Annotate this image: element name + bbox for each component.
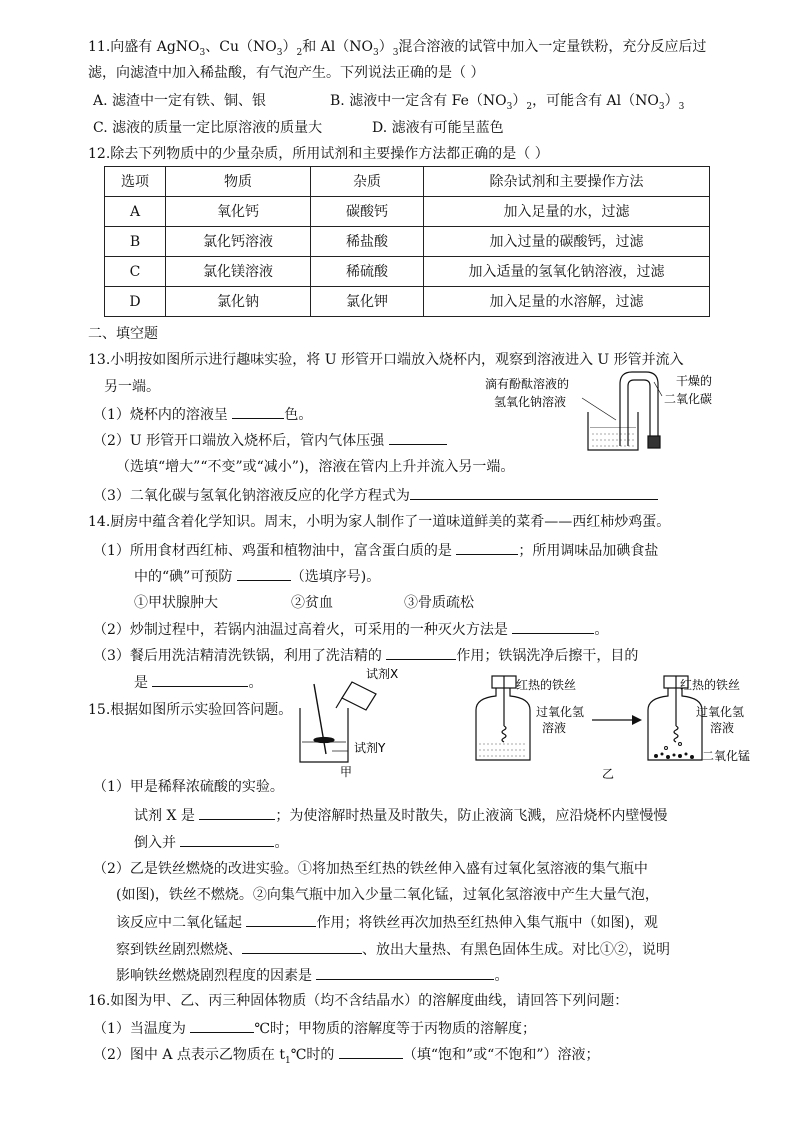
figure-label: 二氧化锰 [702, 749, 750, 763]
table-header-row [105, 167, 710, 197]
answer-blank[interactable] [389, 430, 447, 445]
q13-line2: 另一端。 [104, 379, 160, 395]
q16-part1: （1）当温度为 ℃时；甲物质的溶解度等于丙物质的溶解度； [93, 1018, 536, 1039]
q12-table [104, 166, 710, 317]
q13-part2: （2）U 形管开口端放入烧杯后，管内气体压强 [93, 430, 447, 451]
q15-stem: 15.根据如图所示实验回答问题。 [88, 702, 293, 718]
q15-part1-line2: 试剂 X 是 ；为使溶解时热量及时散失，防止液滴飞溅，应沿烧杯内壁慢慢 [134, 805, 667, 826]
table-cell: 加入足量的水，过滤 [424, 197, 710, 227]
q14-line1: 14.厨房中蕴含着化学知识。周末，小明为家人制作了一道味道鲜美的菜肴——西红柿炒鸡蛋。 [88, 514, 671, 530]
answer-blank[interactable] [232, 404, 284, 419]
figure-label: 红热的铁丝 [516, 678, 577, 692]
table-header: 杂质 [311, 167, 424, 197]
table-cell: 加入足量的水溶解，过滤 [424, 287, 710, 317]
q14-part1: （1）所用食材西红柿、鸡蛋和植物油中，富含蛋白质的是 ；所用调味品加碘食盐 [93, 540, 658, 561]
section-heading: 二、填空题 [88, 326, 158, 342]
table-cell: 碳酸钙 [311, 197, 424, 227]
table-cell: 氧化钙 [166, 197, 311, 227]
q13-part2-cont: （选填“增大”“不变”或“减小”)，溶液在管内上升并流入另一端。 [116, 459, 515, 475]
q15-part2-line3: 该反应中二氧化锰起 作用；将铁丝再次加热至红热伸入集气瓶中（如图)，观 [116, 912, 658, 933]
q14-option-2: ②贫血 [291, 595, 333, 611]
answer-blank[interactable] [410, 485, 658, 500]
figure-label: 滴有酚酞溶液的 [485, 377, 570, 391]
table-cell: 氯化钠 [166, 287, 311, 317]
table-header: 选项 [105, 167, 166, 197]
figure-label: 过氧化氢 [536, 705, 585, 719]
pouring-beaker-icon [336, 682, 376, 710]
table-row [105, 257, 710, 287]
q15-part2-line2: (如图)，铁丝不燃烧。②向集气瓶中加入少量二氧化锰，过氧化氢溶液中产生大量气泡， [116, 887, 659, 903]
q11-line2: 滤，向滤渣中加入稀盐酸，有气泡产生。下列说法正确的是（ ） [88, 65, 485, 81]
answer-blank[interactable] [190, 1018, 254, 1033]
dilution-figure [292, 664, 412, 782]
table-cell: A [105, 197, 166, 227]
table-row [105, 197, 710, 227]
q13-line1: 13.小明按如图所示进行趣味实验，将 U 形管开口端放入烧杯内，观察到溶液进入 U 形管并流入 [88, 352, 684, 368]
q16-part2: （2）图中 A 点表示乙物质在 $t_1℃$时的 （填“饱和”或“不饱和”）溶液； [93, 1044, 600, 1071]
q15-part1-line3: 倒入并 。 [134, 832, 288, 853]
table-cell: 氯化钾 [311, 287, 424, 317]
table-cell: 加入适量的氢氧化钠溶液，过滤 [424, 257, 710, 287]
answer-blank[interactable] [180, 832, 274, 847]
answer-blank[interactable] [339, 1044, 403, 1059]
answer-blank[interactable] [199, 805, 275, 820]
table-cell: 稀硫酸 [311, 257, 424, 287]
table-cell: D [105, 287, 166, 317]
figure-label: 红热的铁丝 [680, 678, 741, 692]
glass-rod-icon [314, 684, 326, 754]
figure-label: 二氧化碳 [664, 392, 713, 406]
iron-combustion-figure [470, 670, 750, 782]
q14-part3-cont: 是 。 [134, 672, 262, 693]
answer-blank[interactable] [246, 912, 316, 927]
q15-part1: （1）甲是稀释浓硫酸的实验。 [93, 779, 284, 795]
answer-blank[interactable] [316, 965, 494, 980]
table-cell: 稀盐酸 [311, 227, 424, 257]
q14-option-3: ③骨质疏松 [404, 595, 474, 611]
q11-line1: 11.向盛有 AgNO$_3$、$Cu(NO_3)_2$和 $Al(NO_3)_3$混合溶液的试管中加入一定量铁粉，充分反应后过 [88, 39, 707, 58]
table-cell: B [105, 227, 166, 257]
q14-part3: （3）餐后用洗洁精清洗铁锅，利用了洗洁精的 作用；铁锅洗净后擦干，目的 [93, 645, 638, 666]
answer-blank[interactable] [386, 645, 456, 660]
answer-blank[interactable] [152, 672, 248, 687]
q11-option-a: A. 滤渣中一定有铁、铜、银 [93, 93, 267, 109]
table-row [105, 287, 710, 317]
q11-option-c: C. 滤液的质量一定比原溶液的质量大 [93, 120, 323, 136]
q15-part2-line1: （2）乙是铁丝燃烧的改进实验。①将加热至红热的铁丝伸入盛有过氧化氢溶液的集气瓶中 [93, 861, 648, 877]
table-row [105, 227, 710, 257]
q14-part2: （2）炒制过程中，若锅内油温过高着火，可采用的一种灭火方法是 。 [93, 619, 608, 640]
table-cell: 氯化钙溶液 [166, 227, 311, 257]
answer-blank[interactable] [512, 619, 594, 634]
arrow-right-icon [592, 715, 642, 725]
table-cell: 加入过量的碳酸钙，过滤 [424, 227, 710, 257]
q14-part1-cont: 中的“碘”可预防 （选填序号)。 [134, 566, 380, 587]
figure-label: 甲 [340, 765, 353, 779]
q11-option-b: B. 滤液中一定含有 $Fe(NO_3)_2$，可能含有 $Al(NO_3)_3$ [330, 93, 685, 112]
figure-label: 溶液 [710, 721, 735, 735]
u-tube-figure [480, 366, 730, 456]
table-cell: C [105, 257, 166, 287]
q15-part2-line4: 察到铁丝剧烈燃烧、 、放出大量热、有黑色固体生成。对比①②，说明 [116, 939, 670, 960]
q16-stem: 16.如图为甲、乙、丙三种固体物质（均不含结晶水）的溶解度曲线，请回答下列问题： [88, 993, 629, 1009]
q15-part2-line5: 影响铁丝燃烧剧烈程度的因素是 。 [116, 965, 508, 986]
figure-label: 试剂X [366, 667, 399, 681]
figure-label: 溶液 [542, 721, 567, 735]
table-cell: 氯化镁溶液 [166, 257, 311, 287]
q11-option-d: D. 滤液有可能呈蓝色 [372, 120, 504, 136]
table-header: 物质 [166, 167, 311, 197]
figure-label: 乙 [602, 767, 615, 781]
figure-label: 试剂Y [354, 741, 386, 755]
figure-label: 干燥的 [676, 374, 713, 388]
answer-blank[interactable] [456, 540, 518, 555]
q13-part3: （3）二氧化碳与氢氧化钠溶液反应的化学方程式为 [93, 485, 658, 506]
beaker-icon [300, 708, 348, 762]
q12-stem: 12.除去下列物质中的少量杂质，所用试剂和主要操作方法都正确的是（ ） [88, 146, 549, 162]
figure-label: 过氧化氢 [696, 705, 745, 719]
answer-blank[interactable] [242, 939, 362, 954]
q14-option-1: ①甲状腺肿大 [134, 595, 218, 611]
answer-blank[interactable] [237, 566, 291, 581]
figure-label: 氢氧化钠溶液 [494, 395, 567, 409]
q13-part1: （1）烧杯内的溶液呈 色。 [93, 404, 312, 425]
table-header: 除杂试剂和主要操作方法 [424, 167, 710, 197]
